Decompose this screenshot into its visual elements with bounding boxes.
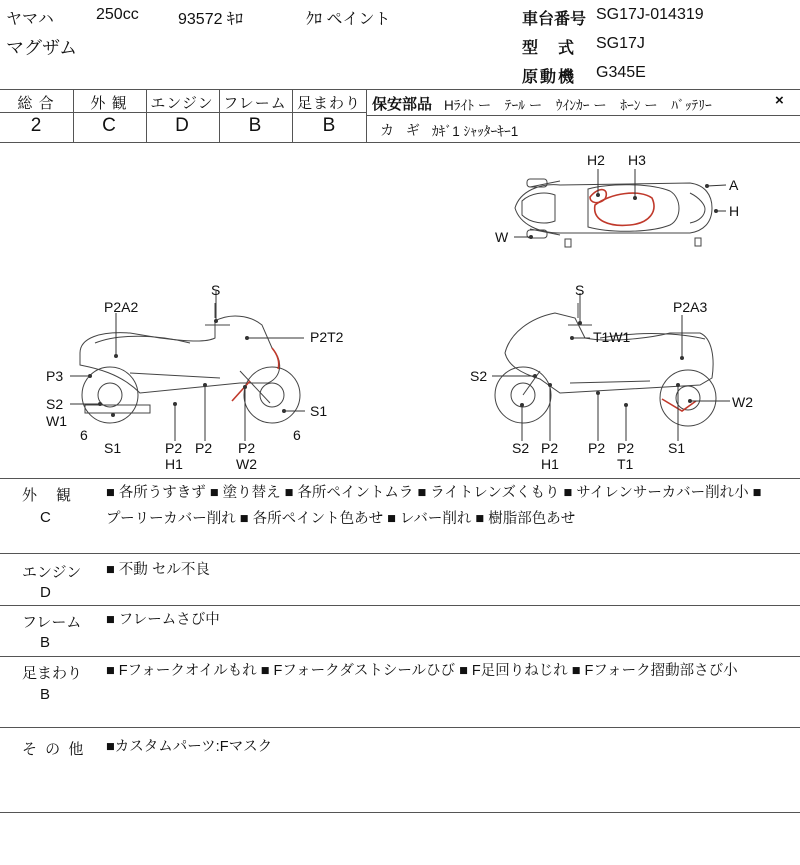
label-s1: S1	[668, 440, 686, 456]
mileage: 93572 ｷﾛ	[178, 11, 243, 28]
grade-exterior-value: C	[102, 115, 116, 136]
label-s: S	[211, 282, 221, 298]
displacement: 250cc	[96, 6, 139, 23]
section-exterior-line-1: ■ 各所うすきず ■ 塗り替え ■ 各所ペイントムラ ■ ライトレンズくもり ■ サイレンサーカバー削れ小 ■	[106, 485, 762, 501]
grade-suspension-value: B	[322, 115, 336, 136]
section-suspension-line-1: ■ Fフォークオイルもれ ■ Fフォークダストシールひび ■ F足回りねじれ ■ Fフォーク摺動部さび小	[106, 663, 738, 679]
grade-exterior-label: 外 観	[90, 95, 128, 112]
label-s2: S2	[512, 440, 530, 456]
model-name: マグザム	[6, 38, 78, 58]
label-h1: H1	[165, 456, 183, 472]
label-s1: S1	[104, 440, 122, 456]
label-h1: H1	[541, 456, 559, 472]
label-w2: W2	[732, 394, 753, 410]
label-t1w1: T1W1	[593, 329, 631, 345]
section-exterior-label: 外 観	[22, 487, 74, 504]
divider	[0, 812, 800, 813]
safety-parts-items: Hﾗｲﾄ ー ﾃｰﾙ ー ｳｲﾝｶｰ ー ﾎｰﾝ ー ﾊﾞｯﾃﾘｰ	[444, 98, 712, 113]
label-p2a2: P2A2	[104, 299, 139, 315]
left-view-scooter	[80, 303, 300, 423]
label-p2: P2	[195, 440, 213, 456]
section-other-label: そ の 他	[22, 741, 86, 758]
grade-suspension-label: 足まわり	[296, 95, 361, 112]
model-code-value: SG17J	[596, 35, 645, 52]
engine-code-label: 原動機	[522, 69, 577, 86]
section-exterior-line-2: プーリーカバー削れ ■ 各所ペイント色あせ ■ レバー削れ ■ 樹脂部色あせ	[106, 511, 576, 527]
label-p2: P2	[541, 440, 559, 456]
label-w: W	[495, 229, 509, 245]
divider	[0, 727, 800, 728]
top-view-scooter	[515, 179, 712, 247]
label-p2: P2	[588, 440, 606, 456]
section-exterior-grade: C	[40, 509, 51, 526]
grade-frame-label: フレーム	[223, 95, 287, 112]
label-6: 6	[293, 427, 301, 443]
label-6: 6	[80, 427, 88, 443]
divider	[0, 553, 800, 554]
section-frame-label: フレーム	[22, 614, 82, 631]
section-engine-line-1: ■ 不動 セル不良	[106, 562, 210, 578]
label-h3: H3	[628, 152, 646, 168]
label-p2a3: P2A3	[673, 299, 708, 315]
divider	[0, 89, 800, 90]
grade-engine-value: D	[175, 115, 189, 136]
label-s1: S1	[310, 403, 328, 419]
label-p2: P2	[165, 440, 183, 456]
paint-color: ｸﾛ ペイント	[306, 11, 391, 28]
divider	[366, 89, 367, 142]
section-other-line-1: ■カスタムパーツ:Fマスク	[106, 739, 273, 755]
battery-status: ×	[775, 92, 784, 109]
divider	[0, 478, 800, 479]
section-frame-line-1: ■ フレームさび中	[106, 612, 220, 628]
grade-total-label: 総 合	[17, 95, 55, 112]
damage-diagram	[0, 143, 800, 478]
divider	[0, 605, 800, 606]
section-suspension-grade: B	[40, 686, 51, 703]
model-code-label: 型 式	[522, 40, 577, 57]
divider	[366, 115, 800, 116]
label-h2: H2	[587, 152, 605, 168]
key-value: ｶｷﾞ1 ｼｬｯﾀｰｷｰ1	[432, 124, 519, 139]
label-p2t2: P2T2	[310, 329, 344, 345]
label-p3: P3	[46, 368, 64, 384]
label-p2: P2	[238, 440, 256, 456]
label-p2: P2	[617, 440, 635, 456]
divider	[0, 656, 800, 657]
label-w2: W2	[236, 456, 257, 472]
key-label: カ ギ	[380, 122, 424, 138]
label-w1: W1	[46, 413, 67, 429]
section-frame-grade: B	[40, 634, 51, 651]
section-engine-label: エンジン	[22, 564, 82, 581]
maker: ヤマハ	[6, 11, 54, 28]
label-s2: S2	[470, 368, 488, 384]
right-view-scooter	[495, 303, 716, 426]
section-engine-grade: D	[40, 584, 51, 601]
chassis-value: SG17J-014319	[596, 6, 704, 23]
label-h: H	[729, 203, 740, 219]
label-t1: T1	[617, 456, 634, 472]
chassis-label: 車台番号	[522, 11, 587, 28]
label-s: S	[575, 282, 585, 298]
grade-frame-value: B	[248, 115, 262, 136]
safety-parts-label: 保安部品	[372, 96, 433, 113]
engine-code-value: G345E	[596, 64, 646, 81]
section-suspension-label: 足まわり	[22, 665, 83, 682]
grade-total-value: 2	[30, 115, 42, 136]
label-a: A	[729, 177, 739, 193]
label-s2: S2	[46, 396, 64, 412]
grade-engine-label: エンジン	[150, 95, 214, 112]
